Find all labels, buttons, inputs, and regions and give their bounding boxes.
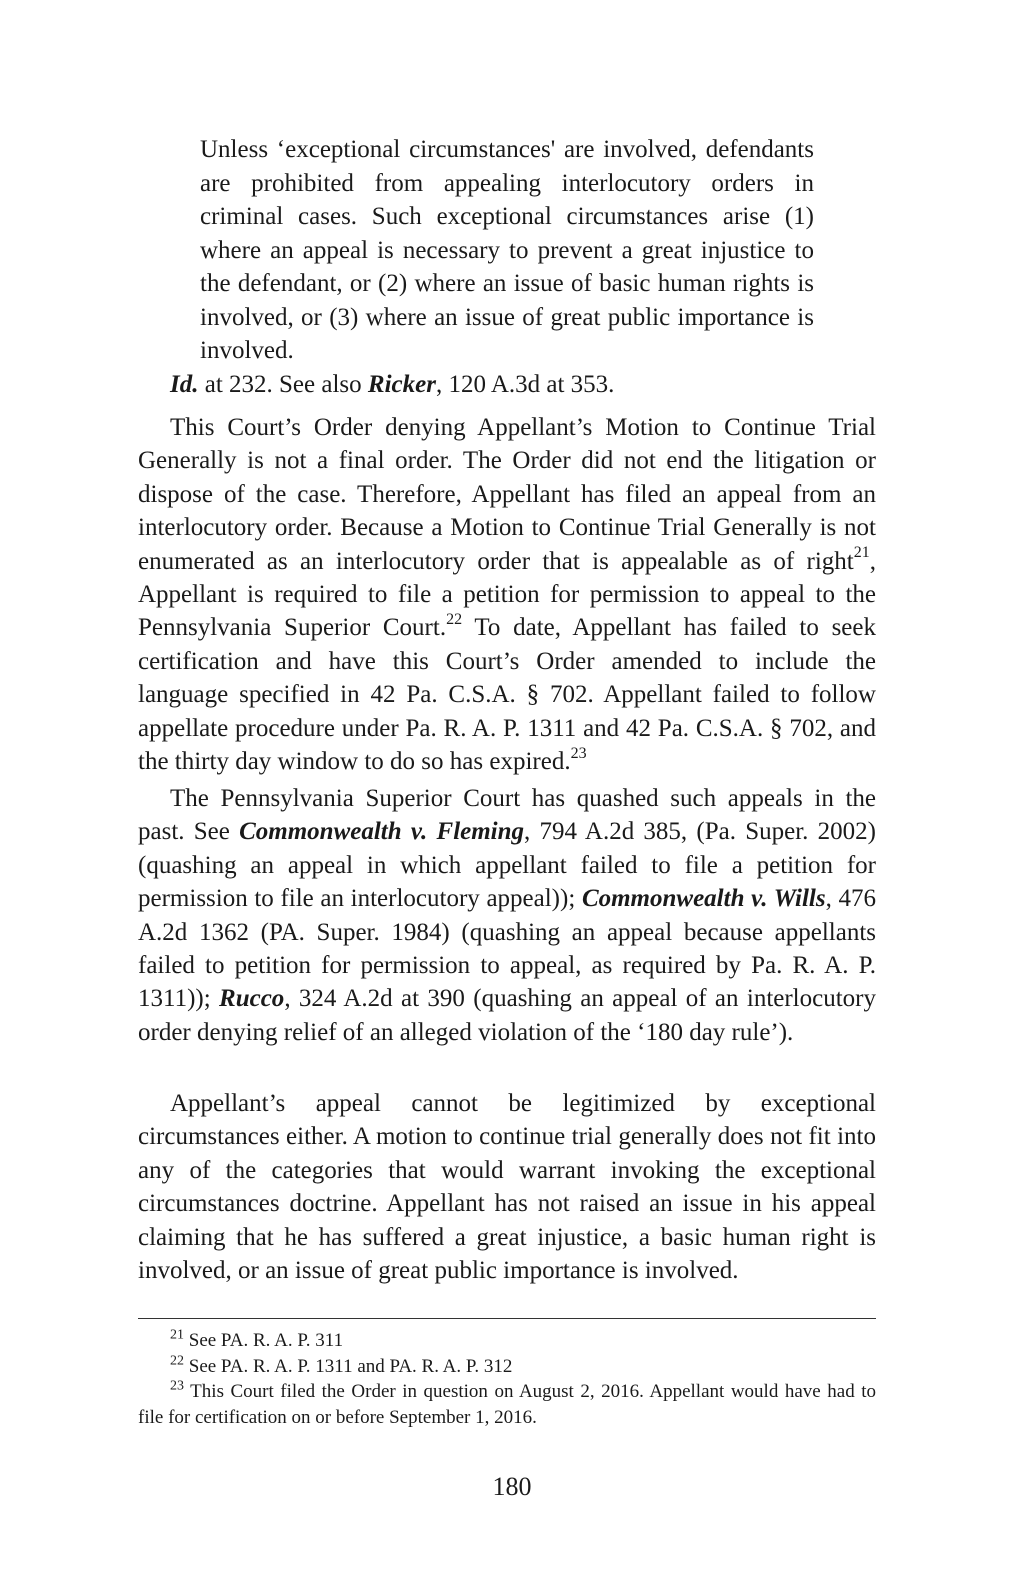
paragraph-exceptional-circumstances — [138, 1087, 876, 1287]
paragraph-quashed-appeals — [138, 782, 876, 1049]
footnote-number: 21 — [170, 1327, 184, 1343]
paragraph-final-order — [138, 411, 876, 778]
paragraph-text: , 476 A.2d 1362 (PA. Super. 1984) (quashing an appeal because appellants failed to petition for permission to appeal, as required by Pa. R. A. P. 1311)); — [138, 885, 877, 1013]
footnotes — [138, 1328, 876, 1430]
paragraph-text: This Court’s Order denying Appellant’s Motion to Continue Trial Generally is not a final order. The Order did not end the litigation or dispose of the case. Therefore, Appellant has filed an appeal from an interlocutory order. Because a Motion to Continue Trial Generally is not enumerated as an interlocutory order that is appealable as of right — [138, 414, 876, 575]
case-name-fleming: Commonwealth v. Fleming — [239, 818, 525, 846]
footnote-divider — [138, 1318, 876, 1319]
footnote-ref-21: 21 — [853, 544, 870, 562]
paragraph-text: , Appellant is required to file a petition for permission to appeal to the Pennsylvania Superior Court. — [138, 547, 876, 642]
case-name-ricker: Ricker — [367, 371, 436, 398]
footnote-number: 22 — [170, 1353, 184, 1369]
paragraph-text: Appellant’s appeal cannot be legitimized by exceptional circumstances either. A motion to continue trial generally does not fit into any of the categories that would warrant invoking the exceptional circumstances doctrine. Appellant has not raised an issue in his appeal claiming that he has suffered a great injustice, a basic human right is involved, or an issue of great public importance is involved. — [138, 1090, 876, 1285]
paragraph-text: , 794 A.2d 385, (Pa. Super. 2002) (quashing an appeal in which appellant failed to file a petition for permission to file an interlocutory appeal)); — [138, 818, 876, 913]
footnote-ref-23: 23 — [570, 744, 587, 762]
footnote-ref-22: 22 — [446, 611, 463, 629]
paragraph-text: To date, Appellant has failed to seek certification and have this Court’s Order amended to include the language specified in 42 Pa. C.S.A. § 702. Appellant failed to follow appellate procedure under Pa. R. A. P. 1311 and 42 Pa. C.S.A. § 702, and the thirty day window to do so has expired. — [138, 614, 876, 776]
id-citation: Id. — [170, 371, 199, 398]
footnote-text: See PA. R. A. P. 311 — [184, 1330, 344, 1351]
case-name-wills: Commonwealth v. Wills — [581, 885, 826, 913]
case-name-rucco: Rucco — [219, 985, 285, 1013]
footnote-22 — [138, 1354, 876, 1380]
footnote-number: 23 — [170, 1378, 184, 1394]
footnote-text: This Court filed the Order in question on August 2, 2016. Appellant would have had to file for certification on or before September 1, 2016. — [138, 1381, 876, 1428]
id-citation-rest: at 232. See also — [198, 371, 368, 398]
quote-citation — [170, 368, 614, 402]
page-number: 180 — [492, 1472, 532, 1501]
footnote-21 — [138, 1328, 876, 1354]
block-quote-text: Unless ‘exceptional circumstances' are involved, defendants are prohibited from appealing interlocutory orders in criminal cases. Such exceptional circumstances arise (1) where an appeal is necessary to prevent a great injustice to the defendant, or (2) where an issue of basic human rights is involved, or (3) where an issue of great public importance is involved. — [200, 136, 814, 364]
paragraph-text: , 324 A.2d at 390 (quashing an appeal of an interlocutory order denying relief of an alleged violation of the ‘180 day rule’). — [138, 985, 876, 1046]
citation-rest: , 120 A.3d at 353. — [435, 371, 615, 398]
footnote-23 — [138, 1379, 876, 1430]
paragraph-text: The Pennsylvania Superior Court has quashed such appeals in the past. See — [138, 785, 876, 846]
footnote-text: See PA. R. A. P. 1311 and PA. R. A. P. 312 — [184, 1355, 513, 1377]
block-quote — [200, 133, 814, 368]
